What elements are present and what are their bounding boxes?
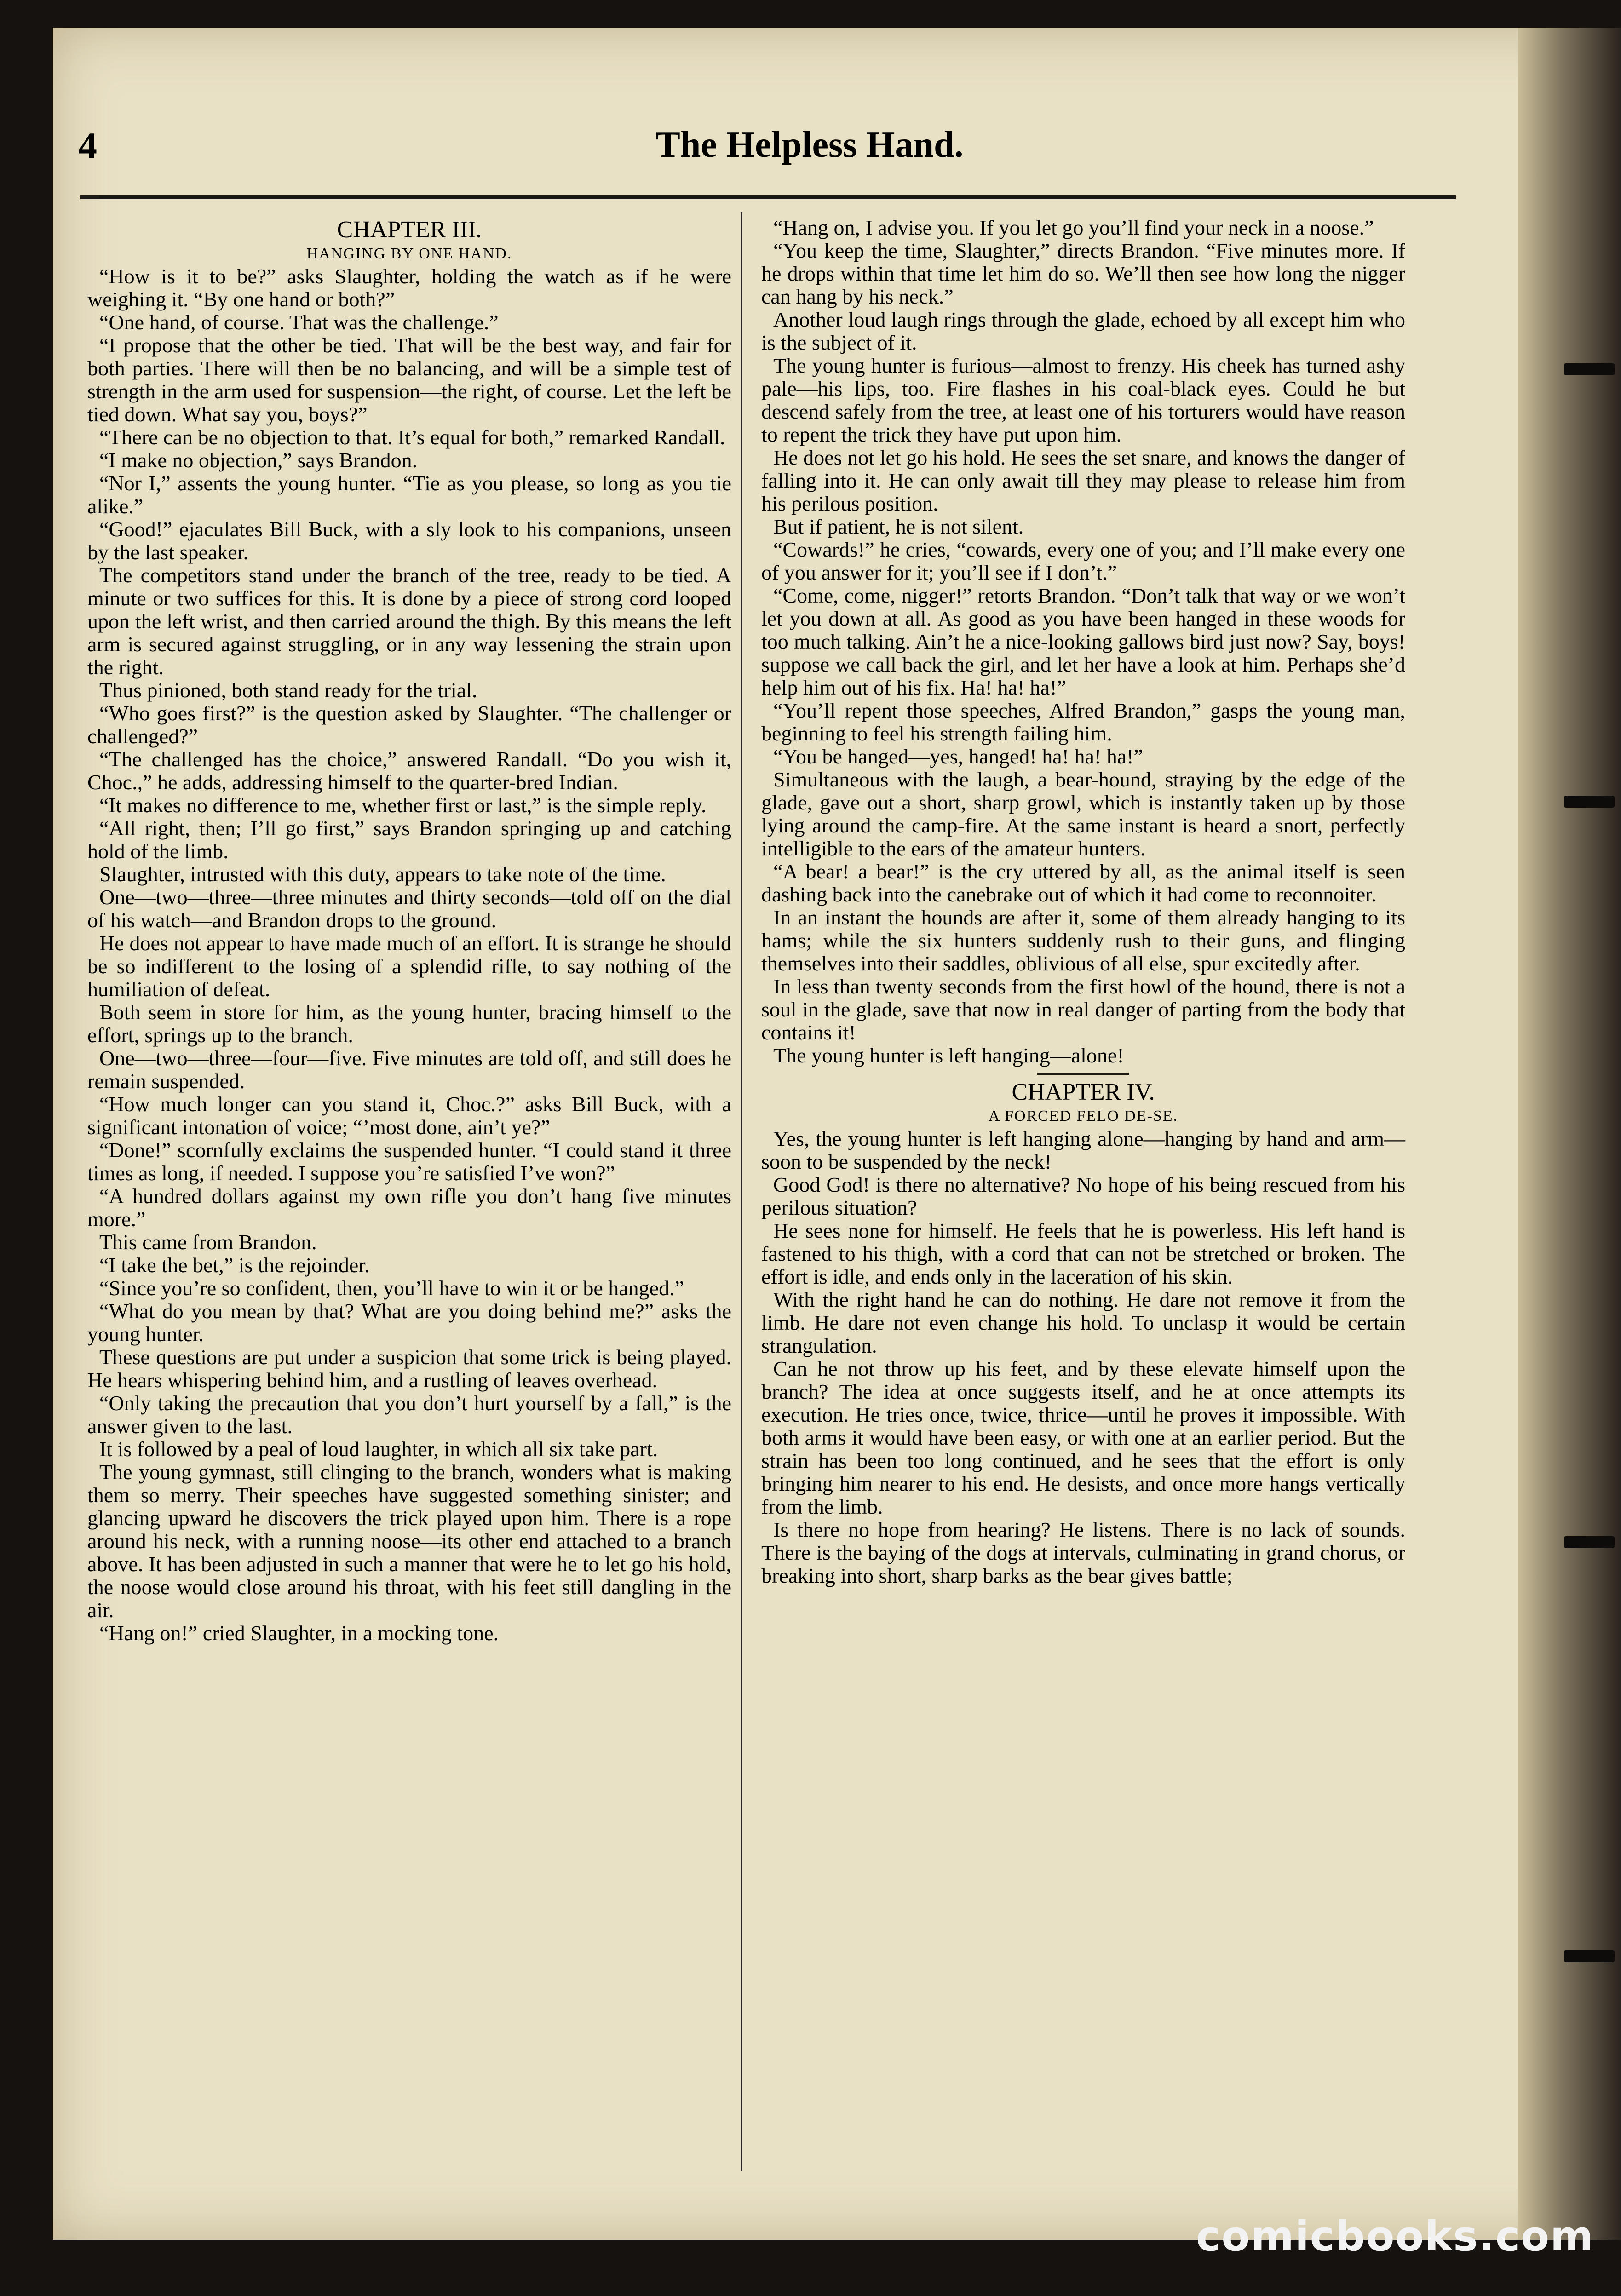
paragraph: “Cowards!” he cries, “cowards, every one of you; and I’ll make every one of you answer for it; you’ll see if I don’t.” — [761, 538, 1405, 584]
paragraph: It is followed by a peal of loud laughter, in which all six take part. — [99, 1437, 658, 1461]
paragraph: In an instant the hounds are after it, some of them already hanging to its hams; while the six hunters suddenly rush to their guns, and flinging themselves into their saddles, oblivious of all else, spur excitedly after. — [761, 906, 1405, 975]
paragraph: “One hand, of course. That was the challenge.” — [99, 310, 499, 334]
paragraph: One—two—three—four—five. Five minutes are told off, and still does he remain suspended. — [87, 1046, 731, 1093]
paragraph: In less than twenty seconds from the first howl of the hound, there is not a soul in the glade, save that now in real danger of parting from the body that contains it! — [761, 975, 1405, 1044]
paragraph: “How is it to be?” asks Slaughter, holding the watch as if he were weighing it. “By one hand or both?” — [87, 264, 731, 311]
paragraph: “Hang on, I advise you. If you let go you’ll find your neck in a noose.” — [773, 216, 1374, 239]
chapter-subtitle: A FORCED FELO DE-SE. — [988, 1108, 1178, 1125]
paragraph: Both seem in store for him, as the young hunter, bracing himself to the effort, springs up to the branch. — [87, 1000, 731, 1047]
chapter-title: CHAPTER III. — [337, 217, 482, 243]
page-number: 4 — [78, 125, 97, 166]
paragraph: But if patient, he is not silent. — [773, 515, 1024, 538]
paragraph: “You keep the time, Slaughter,” directs Brandon. “Five minutes more. If he drops within that time let him do so. We’ll then see how long the nigger can hang by his neck.” — [761, 239, 1405, 308]
paragraph: Slaughter, intrusted with this duty, appears to take note of the time. — [99, 862, 666, 886]
paragraph: He sees none for himself. He feels that he is powerless. His left hand is fastened to his thigh, with a cord that can not be stretched or broken. The effort is idle, and ends only in the laceration of his skin. — [761, 1219, 1405, 1288]
chapter-rule — [1037, 1073, 1129, 1075]
paragraph: Good God! is there no alternative? No hope of his being rescued from his perilous situation? — [761, 1173, 1405, 1219]
paragraph: These questions are put under a suspicion that some trick is being played. He hears whispering behind him, and a rustling of leaves overhead. — [87, 1345, 731, 1392]
paragraph: “Who goes first?” is the question asked by Slaughter. “The challenger or challenged?” — [87, 701, 731, 748]
paragraph: “How much longer can you stand it, Choc.?” asks Bill Buck, with a significant intonation of voice; “’most done, ain’t ye?” — [87, 1092, 731, 1139]
paragraph: Yes, the young hunter is left hanging alone—hanging by hand and arm—soon to be suspended by the neck! — [761, 1127, 1405, 1173]
paragraph: “Good!” ejaculates Bill Buck, with a sly look to his companions, unseen by the last speaker. — [87, 517, 731, 564]
paragraph: Can he not throw up his feet, and by these elevate himself upon the branch? The idea at once suggests itself, and he at once attempts its execution. He tries once, twice, thrice—until he proves it impossible. With both arms it would have been easy, or with one at an earlier period. But the strain has been too long continued, and he sees that the effort is only bringing him nearer to his end. He desists, and once more hangs vertically from the limb. — [761, 1357, 1405, 1518]
paragraph: “You be hanged—yes, hanged! ha! ha! ha!” — [773, 745, 1143, 768]
paragraph: “Only taking the precaution that you don’t hurt yourself by a fall,” is the answer given to the last. — [87, 1391, 731, 1438]
paragraph: “Done!” scornfully exclaims the suspended hunter. “I could stand it three times as long, if needed. I suppose you’re satisfied I’ve won?” — [87, 1138, 731, 1185]
paragraph: “I take the bet,” is the rejoinder. — [99, 1253, 370, 1277]
paragraph: He does not let go his hold. He sees the set snare, and knows the danger of falling into it. He can only await till they may please to release him from his perilous position. — [761, 446, 1405, 515]
paragraph: “A hundred dollars against my own rifle you don’t hang five minutes more.” — [87, 1184, 731, 1231]
column-divider — [741, 212, 742, 2171]
paragraph: “There can be no objection to that. It’s equal for both,” remarked Randall. — [99, 425, 725, 449]
paragraph: “Nor I,” assents the young hunter. “Tie as you please, so long as you tie alike.” — [87, 471, 731, 518]
paragraph: Another loud laugh rings through the glade, echoed by all except him who is the subject of it. — [761, 308, 1405, 354]
paragraph: “I make no objection,” says Brandon. — [99, 448, 418, 472]
paragraph: “I propose that the other be tied. That will be the best way, and fair for both parties. There will then be no balancing, and will be a simple test of strength in the arm used for suspension—the right, of course. Let the left be tied down. What say you, boys?” — [87, 333, 731, 426]
paragraph: “A bear! a bear!” is the cry uttered by all, as the animal itself is seen dashing back into the canebrake out of which it had come to reconnoiter. — [761, 860, 1405, 906]
binding-staple — [1564, 1950, 1615, 1962]
right-column-body-top — [761, 216, 1405, 1067]
paragraph: “Since you’re so confident, then, you’ll have to win it or be hanged.” — [99, 1276, 684, 1300]
paragraph: The young hunter is furious—almost to frenzy. His cheek has turned ashy pale—his lips, too. Fire flashes in his coal-black eyes. Could he but descend safely from the tree, at least one of his torturers would have reason to repent the trick they have put upon him. — [761, 354, 1405, 446]
paragraph: With the right hand he can do nothing. He dare not remove it from the limb. He dare not even change his hold. To unclasp it would be certain strangulation. — [761, 1288, 1405, 1357]
paragraph: “Hang on!” cried Slaughter, in a mocking tone. — [99, 1621, 499, 1645]
paragraph: Thus pinioned, both stand ready for the trial. — [99, 678, 477, 702]
paragraph: “It makes no difference to me, whether first or last,” is the simple reply. — [99, 793, 707, 817]
paragraph: The young gymnast, still clinging to the branch, wonders what is making them so merry. Their speeches have suggested something sinister; and glancing upward he discovers the trick played upon him. There is a rope around his neck, with a running noose—its other end attached to a branch above. It has been adjusted in such a manner that were he to let go his hold, the noose would close around his throat, with his feet still dangling in the air. — [87, 1460, 731, 1622]
binding-spine — [1518, 28, 1621, 2240]
header-rule — [80, 195, 1456, 199]
left-column — [87, 216, 731, 1645]
right-column-body-bottom — [761, 1127, 1405, 1587]
binding-staple — [1564, 363, 1615, 375]
binding-staple — [1564, 1536, 1615, 1548]
paragraph: The competitors stand under the branch of the tree, ready to be tied. A minute or two suffices for this. It is done by a piece of strong cord looped upon the left wrist, and then carried around the thigh. By this means the left arm is secured against struggling, or in any way lessening the strain upon the right. — [87, 563, 731, 679]
left-column-body — [87, 265, 731, 1645]
running-title: The Helpless Hand. — [655, 125, 964, 165]
paragraph: He does not appear to have made much of an effort. It is strange he should be so indifferent to the losing of a splendid rifle, to say nothing of the humiliation of defeat. — [87, 931, 731, 1001]
paragraph: “The challenged has the choice,” answered Randall. “Do you wish it, Choc.,” he adds, addressing himself to the quarter-bred Indian. — [87, 747, 731, 794]
paragraph: Simultaneous with the laugh, a bear-hound, straying by the edge of the glade, gave out a short, sharp growl, which is instantly taken up by those lying around the camp-fire. At the same instant is heard a snort, perfectly intelligible to the ears of the amateur hunters. — [761, 768, 1405, 860]
paragraph: “You’ll repent those speeches, Alfred Brandon,” gasps the young man, beginning to feel his strength failing him. — [761, 699, 1405, 745]
paragraph: “Come, come, nigger!” retorts Brandon. “Don’t talk that way or we won’t let you down at all. As good as you have been hanged in these woods for too much talking. Ain’t he a nice-looking gallows bird just now? Say, boys! suppose we call back the girl, and let her have a look at him. Perhaps she’d help him out of his fix. Ha! ha! ha!” — [761, 584, 1405, 699]
paragraph: “All right, then; I’ll go first,” says Brandon springing up and catching hold of the limb. — [87, 816, 731, 863]
chapter-title: CHAPTER IV. — [1012, 1079, 1155, 1105]
right-column — [761, 216, 1405, 1587]
chapter-subtitle: HANGING BY ONE HAND. — [306, 245, 512, 262]
binding-staple — [1564, 796, 1615, 808]
paragraph: Is there no hope from hearing? He listens. There is no lack of sounds. There is the baying of the dogs at intervals, culminating in grand chorus, or breaking into short, sharp barks as the bear gives battle; — [761, 1518, 1405, 1587]
paragraph: The young hunter is left hanging—alone! — [773, 1044, 1124, 1067]
paragraph: “What do you mean by that? What are you doing behind me?” asks the young hunter. — [87, 1299, 731, 1346]
watermark: comicbooks.com — [1196, 2212, 1594, 2261]
page-header — [78, 115, 1454, 175]
paragraph: One—two—three—three minutes and thirty seconds—told off on the dial of his watch—and Brandon drops to the ground. — [87, 885, 731, 932]
paragraph: This came from Brandon. — [99, 1230, 317, 1254]
